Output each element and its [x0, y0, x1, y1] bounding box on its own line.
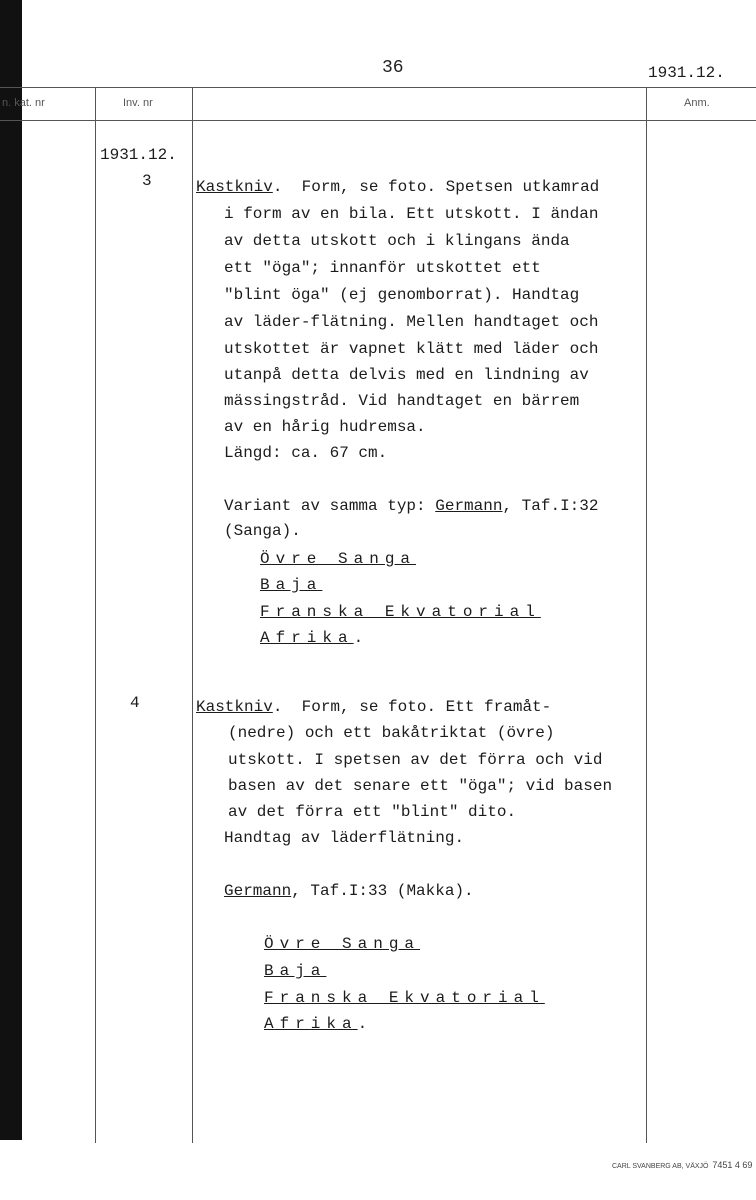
entry4-line-1: Kastkniv. Form, se foto. Ett framåt- — [196, 698, 552, 716]
inv-number-4: 4 — [130, 694, 140, 712]
entry4-line-4: basen av det senare ett "öga"; vid basen — [228, 777, 613, 795]
entry3-location-2: Baja — [260, 576, 323, 594]
entry4-location-1: Övre Sanga — [264, 935, 421, 953]
entry4-reference: Germann — [224, 882, 292, 900]
col-kat-nr-label: n. kat. nr — [2, 97, 45, 109]
entry3-location-1: Övre Sanga — [260, 550, 417, 568]
entry3-variant-line-2: (Sanga). — [224, 522, 301, 540]
entry-date-label: 1931.12. — [100, 146, 177, 164]
column-rule-anm — [646, 87, 647, 1143]
entry3-line-4: ett "öga"; innanför utskottet ett — [224, 259, 541, 277]
column-rule-text — [192, 87, 193, 1143]
page-number: 36 — [382, 58, 404, 78]
printer-footer — [612, 1160, 752, 1170]
entry3-line-10: av en hårig hudremsa. — [224, 418, 426, 436]
left-binding-edge — [0, 0, 22, 1140]
entry3-line-7: utskottet är vapnet klätt med läder och — [224, 340, 599, 358]
entry3-title: Kastkniv — [196, 178, 273, 196]
entry4-location-4: Afrika. — [264, 1015, 368, 1033]
printer-name: CARL SVANBERG AB, VÄXJÖ — [612, 1163, 709, 1170]
entry3-line-2: i form av en bila. Ett utskott. I ändan — [224, 205, 599, 223]
form-number: 7451 4 69 — [712, 1160, 753, 1170]
entry3-line-5: "blint öga" (ej genomborrat). Handtag — [224, 286, 580, 304]
entry4-line-2: (nedre) och ett bakåtriktat (övre) — [228, 724, 555, 742]
header-date: 1931.12. — [648, 64, 725, 82]
entry3-location-3: Franska Ekvatorial — [260, 603, 541, 621]
entry3-line-6: av läder-flätning. Mellen handtaget och — [224, 313, 599, 331]
entry4-reference-line: Germann, Taf.I:33 (Makka). — [224, 882, 474, 900]
col-inv-nr-label: Inv. nr — [123, 97, 153, 109]
entry3-line-9: mässingstråd. Vid handtaget en bärrem — [224, 392, 580, 410]
entry4-title: Kastkniv — [196, 698, 273, 716]
header-top-line — [0, 87, 756, 88]
entry3-line-11: Längd: ca. 67 cm. — [224, 444, 388, 462]
entry3-variant-line: Variant av samma typ: Germann, Taf.I:32 — [224, 497, 599, 515]
entry4-line-6: Handtag av läderflätning. — [224, 829, 465, 847]
entry3-line-8: utanpå detta delvis med en lindning av — [224, 366, 589, 384]
entry4-line-5: av det förra ett "blint" dito. — [228, 803, 517, 821]
entry3-variant-reference: Germann — [435, 497, 503, 515]
entry3-location-4: Afrika. — [260, 629, 364, 647]
column-rule-inv — [95, 87, 96, 1143]
col-anm-label: Anm. — [684, 97, 710, 109]
entry4-location-2: Baja — [264, 962, 327, 980]
entry3-line-1: Kastkniv. Form, se foto. Spetsen utkamrad — [196, 178, 600, 196]
entry4-line-3: utskott. I spetsen av det förra och vid — [228, 751, 603, 769]
entry3-line-3: av detta utskott och i klingans ända — [224, 232, 570, 250]
entry4-location-3: Franska Ekvatorial — [264, 989, 545, 1007]
header-bottom-line — [0, 120, 756, 121]
inv-number-3: 3 — [142, 172, 152, 190]
